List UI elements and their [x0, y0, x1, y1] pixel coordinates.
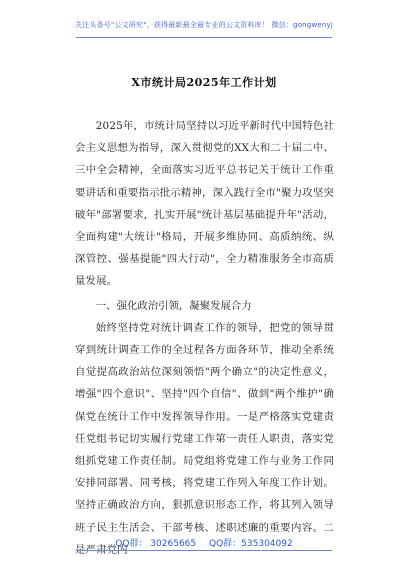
section-paragraph: 始终坚持党对统计调查工作的领导，把党的领导贯穿到统计调查工作的全过程各方面各环节，推动全系统自觉提高政治站位深刻领悟"两个确立"的决定性意义，增强"四个意识"、坚持"四个自信"、做到"两个维护"确保党在统计工作中发挥领导作用。一是严格落实党建责任党组书记切实履行党建工作第一责任人职责，落实党组抓党建工作责任制。局党组将党建工作与业务工作同安排同部署、同考核，将党建工作列入年度工作计划。坚持正确政治方向，狠抓意识形态工作，将其列入领导班子民主生活会、干部考核、述职述廉的重要内容。二是严肃党内	[75, 321, 334, 556]
top-banner: 关注头条号"公文研究"，获得最新最全最专业的公文资料库！ 微信：gongwenyj	[74, 21, 334, 29]
header-divider	[76, 37, 332, 38]
section-heading: 一、强化政治引领，凝聚发展合力	[95, 299, 252, 312]
intro-paragraph: 2025年，市统计局坚持以习近平新时代中国特色社会主义思想为指导，深入贯彻党的XX大和二十届二中、三中全会精神，全面落实习近平总书记关于统计工作重要讲话和重要指示批示精神，深入践行全市"聚力攻坚突破年"部署要求，扎实开展"统计基层基础提升年"活动，全面构建"大统计"格局，开展多维协同、高质纳统、纵深管控、强基提能"四大行动"，全力精准服务全市高质量发展。	[75, 120, 334, 288]
qq-group-2: QQ群：535304092	[209, 539, 293, 549]
footer-contact	[0, 536, 408, 549]
footer-divider	[76, 550, 332, 551]
qq-group-1: QQ群： 30265665	[115, 539, 197, 549]
document-title: X市统计局2025年工作计划	[131, 76, 277, 89]
document-body	[75, 115, 334, 561]
